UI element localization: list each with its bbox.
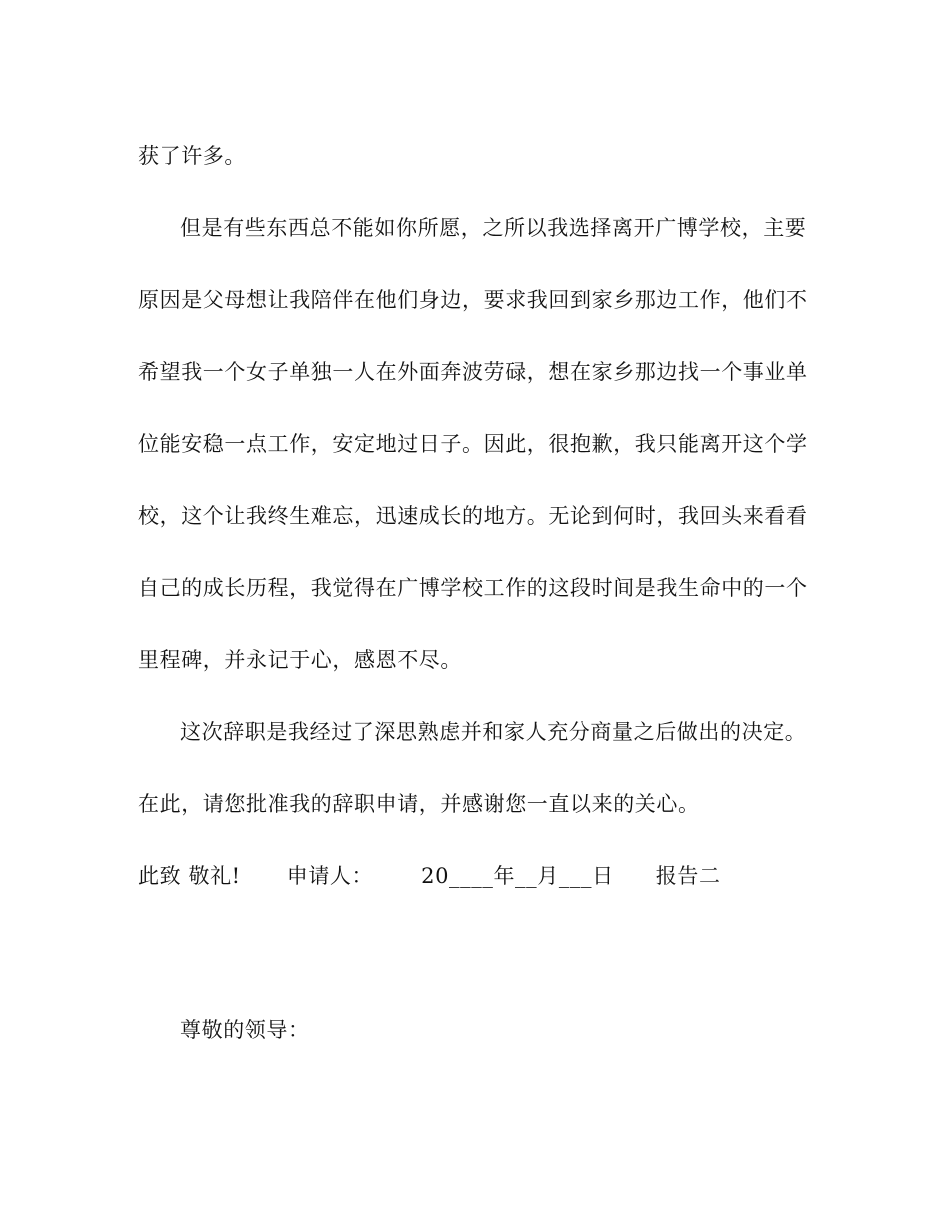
- closing-salute: 此致 敬礼!: [138, 864, 241, 888]
- greeting: 尊敬的领导：: [180, 1018, 310, 1042]
- signature-line: [138, 862, 721, 890]
- paragraph-line: 自己的成长历程，我觉得在广博学校工作的这段时间是我生命中的一个: [138, 576, 808, 600]
- paragraph-line: 但是有些东西总不能如你所愿，之所以我选择离开广博学校，主要: [180, 216, 807, 240]
- paragraph-line: 里程碑，并永记于心，感恩不尽。: [138, 648, 462, 672]
- paragraph-line: 位能安稳一点工作，安定地过日子。因此，很抱歉，我只能离开这个学: [138, 432, 808, 456]
- date-line: 20____年__月___日: [421, 864, 614, 888]
- next-report-title: 报告二: [655, 864, 721, 888]
- paragraph-line: 在此，请您批准我的辞职申请，并感谢您一直以来的关心。: [138, 792, 700, 816]
- paragraph-line: 校，这个让我终生难忘，迅速成长的地方。无论到何时，我回头来看看: [138, 504, 808, 528]
- paragraph-line: 希望我一个女子单独一人在外面奔波劳碌，想在家乡那边找一个事业单: [138, 360, 808, 384]
- paragraph-line: 原因是父母想让我陪伴在他们身边，要求我回到家乡那边工作，他们不: [138, 288, 808, 312]
- paragraph-line: 这次辞职是我经过了深思熟虑并和家人充分商量之后做出的决定。: [180, 720, 807, 744]
- paragraph-line: 获了许多。: [138, 144, 246, 168]
- applicant-label: 申请人：: [286, 864, 374, 888]
